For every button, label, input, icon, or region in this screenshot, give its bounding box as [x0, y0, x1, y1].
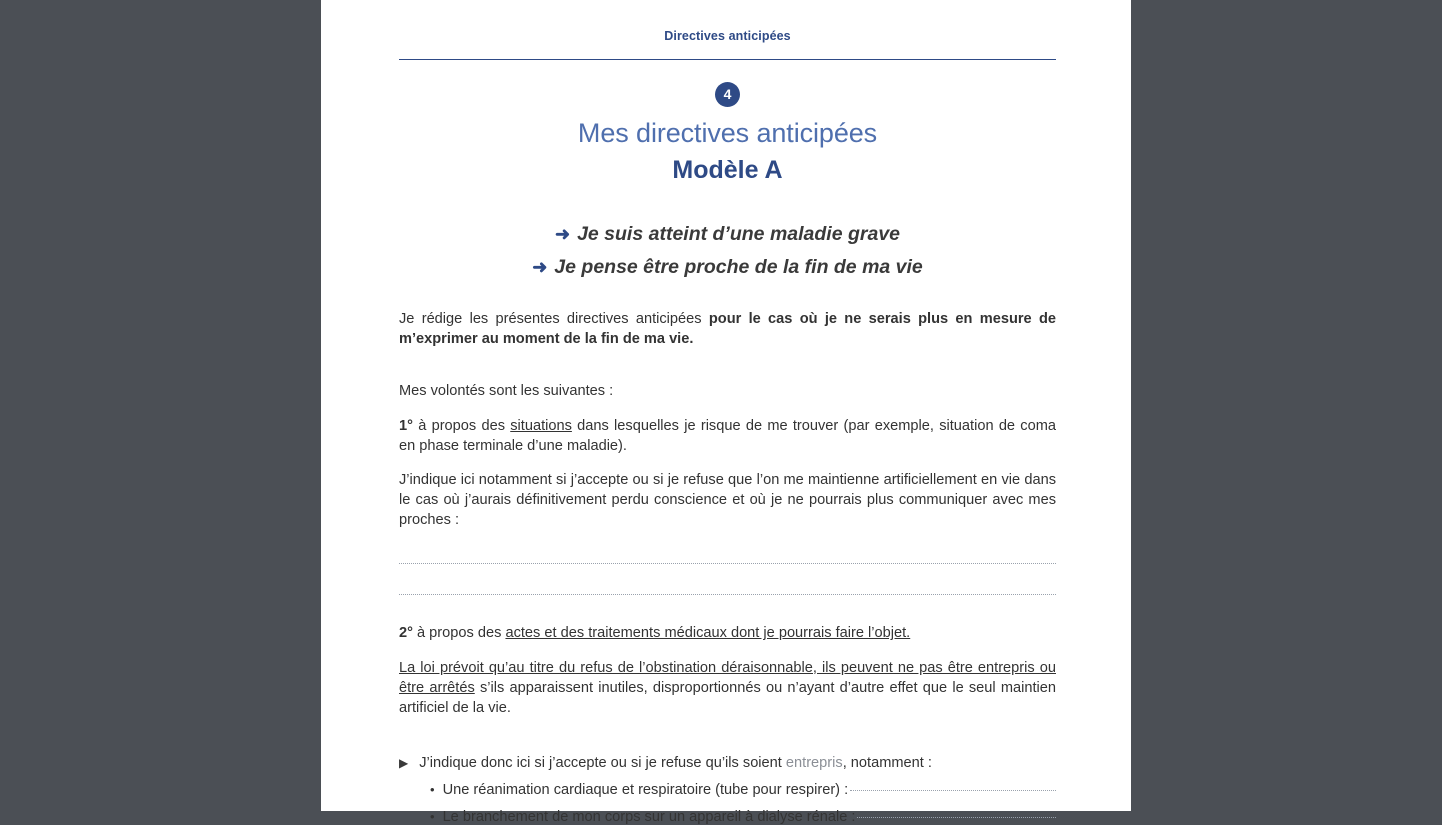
triangle-bullet-icon: ▶: [399, 755, 409, 770]
loi-rest: s’ils apparaissent inutiles, disproportionnés ou n’ayant d’autre effet que le seul maintien artificiel de la vie.: [399, 679, 1056, 716]
volontes-heading: Mes volontés sont les suivantes :: [399, 382, 614, 399]
arrow-statements: [399, 223, 1056, 279]
document-page: [321, 0, 1131, 825]
dot-bullet-icon: •: [430, 781, 435, 797]
write-in-line[interactable]: [399, 563, 1056, 564]
item-2-before: à propos des: [412, 625, 506, 642]
header-divider: [399, 59, 1056, 60]
bullet-text-before: J’indique donc ici si j’accepte ou si je refuse qu’ils soient: [419, 754, 786, 771]
bullet-text: [419, 755, 932, 771]
bullet-row: [399, 755, 1056, 771]
list-item: [430, 782, 1056, 798]
arrow-statement-text: Je suis atteint d’une maladie grave: [577, 223, 901, 245]
bullet-text-highlight: entrepris: [785, 754, 843, 771]
arrow-statement-text: Je pense être proche de la fin de ma vie: [554, 256, 923, 278]
loi-paragraph: [399, 659, 1056, 719]
list-item: [430, 809, 1056, 825]
page-title: Mes directives anticipées: [577, 118, 878, 148]
loi-underlined: La loi prévoit qu’au titre du refus de l’obstination déraisonnable, ils peuvent ne pas être entrepris ou être arrêtés: [399, 659, 1056, 696]
item-1-after: dans lesquelles je risque de me trouver (par exemple, situation de coma en phase terminale d’une maladie).: [399, 417, 1056, 454]
write-in-field[interactable]: [857, 817, 1056, 818]
arrow-statement: [399, 256, 1056, 279]
intro-bold: pour le cas où je ne serais plus en mesure de m’exprimer au moment de la fin de ma vie.: [399, 311, 1056, 347]
page-subtitle: Modèle A: [672, 156, 783, 184]
arrow-statement: [399, 223, 1056, 246]
item-1-before: à propos des: [412, 417, 511, 434]
item-2-paragraph: [399, 624, 1056, 644]
item-1-paragraph: [399, 417, 1056, 457]
dot-bullet-icon: •: [430, 808, 435, 824]
write-in-line[interactable]: [399, 594, 1056, 595]
intro-paragraph: [399, 310, 1056, 350]
item-1-underlined: situations: [510, 417, 572, 434]
write-in-field[interactable]: [850, 790, 1056, 791]
running-head: Directives anticipées: [664, 29, 791, 43]
bullet-block: [399, 755, 1056, 825]
page-content: [399, 0, 1056, 825]
item-2-number: 2°: [399, 625, 413, 642]
item-1-number: 1°: [399, 417, 413, 434]
intro-plain: Je rédige les présentes directives anticipées: [399, 311, 709, 327]
indique-paragraph: J’indique ici notamment si j’accepte ou si je refuse que l’on me maintienne artificiellement en vie dans le cas où j’aurais définitivement perdu conscience et où je ne pourrais plus communiquer avec mes proches :: [399, 472, 1056, 529]
section-number-badge: 4: [715, 82, 740, 107]
bullet-text-after: , notamment :: [842, 754, 932, 771]
list-item-label: Le branchement de mon corps sur un appareil à dialyse rénale :: [442, 808, 856, 825]
arrow-icon: ➜: [532, 257, 548, 277]
arrow-icon: ➜: [554, 224, 571, 244]
list-item-label: Une réanimation cardiaque et respiratoire (tube pour respirer) :: [442, 781, 849, 798]
item-2-underlined: actes et des traitements médicaux dont je pourrais faire l’objet.: [505, 625, 911, 642]
